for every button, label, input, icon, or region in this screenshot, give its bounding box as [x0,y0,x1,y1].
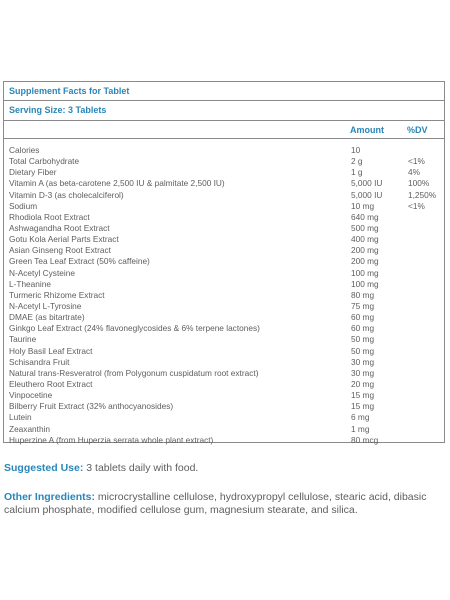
nutrient-name: Vitamin A (as beta-carotene 2,500 IU & palmitate 2,500 IU) [9,178,225,189]
nutrient-name: Dietary Fiber [9,167,57,178]
nutrient-name: N-Acetyl L-Tyrosine [9,300,82,311]
facts-rows [4,145,444,446]
nutrient-amount: 80 mg [351,289,375,300]
nutrient-amount: 200 mg [351,256,379,267]
facts-row [4,167,444,178]
nutrient-amount: 5,000 IU [351,178,383,189]
nutrient-amount: 100 mg [351,267,379,278]
nutrient-amount: 500 mg [351,222,379,233]
nutrient-amount: 1 mg [351,423,370,434]
suggested-use [4,462,444,475]
nutrient-amount: 15 mg [351,390,375,401]
nutrient-amount: 400 mg [351,234,379,245]
divider [4,138,444,139]
facts-row [4,190,444,201]
nutrient-name: Turmeric Rhizome Extract [9,289,105,300]
nutrient-dv: <1% [408,156,425,167]
nutrient-name: Huperzine A (from Huperzia serrata whole plant extract) [9,434,214,445]
nutrient-amount: 100 mg [351,278,379,289]
suggested-use-text: 3 tablets daily with food. [83,462,199,474]
facts-row [4,357,444,368]
nutrient-amount: 60 mg [351,312,375,323]
nutrient-name: Sodium [9,200,38,211]
nutrient-name: Taurine [9,334,37,345]
nutrient-name: Lutein [9,412,32,423]
nutrient-name: Asian Ginseng Root Extract [9,245,111,256]
nutrient-name: Total Carbohydrate [9,156,80,167]
facts-row [4,301,444,312]
nutrient-name: N-Acetyl Cysteine [9,267,75,278]
facts-row [4,145,444,156]
nutrient-dv: 100% [408,178,430,189]
facts-row [4,178,444,189]
nutrient-name: Green Tea Leaf Extract (50% caffeine) [9,256,150,267]
nutrient-name: Natural trans-Resveratrol (from Polygonum cuspidatum root extract) [9,367,259,378]
nutrient-amount: 50 mg [351,334,375,345]
nutrient-amount: 15 mg [351,401,375,412]
nutrient-amount: 75 mg [351,300,375,311]
facts-row [4,390,444,401]
nutrient-amount: 10 mg [351,200,375,211]
facts-row [4,245,444,256]
nutrient-name: Eleuthero Root Extract [9,378,93,389]
nutrient-amount: 640 mg [351,211,379,222]
facts-row [4,368,444,379]
nutrient-amount: 10 [351,145,361,155]
facts-row [4,323,444,334]
nutrient-name: Zeaxanthin [9,423,51,434]
nutrient-name: Calories [9,145,40,155]
divider [4,120,444,121]
facts-row [4,223,444,234]
nutrient-amount: 80 mcg [351,434,379,445]
nutrient-dv: <1% [408,200,425,211]
other-ingredients [4,491,444,516]
facts-row [4,435,444,446]
facts-row [4,290,444,301]
nutrient-amount: 1 g [351,167,363,178]
nutrient-name: L-Theanine [9,278,51,289]
nutrient-name: Holy Basil Leaf Extract [9,345,93,356]
facts-row [4,412,444,423]
facts-row [4,346,444,357]
nutrient-amount: 200 mg [351,245,379,256]
serving-size: Serving Size: 3 Tablets [9,105,107,115]
other-ingredients-label: Other Ingredients: [4,491,96,503]
facts-row [4,156,444,167]
nutrient-dv: 1,250% [408,189,437,200]
nutrient-amount: 2 g [351,156,363,167]
nutrient-name: Gotu Kola Aerial Parts Extract [9,234,119,245]
supplement-facts-panel [3,81,445,443]
nutrient-name: DMAE (as bitartrate) [9,312,85,323]
nutrient-name: Rhodiola Root Extract [9,211,90,222]
facts-row [4,312,444,323]
amount-column-header: Amount [350,125,384,135]
facts-row [4,256,444,267]
nutrient-dv: 4% [408,167,420,178]
facts-row [4,212,444,223]
facts-row [4,268,444,279]
nutrient-amount: 60 mg [351,323,375,334]
dv-column-header: %DV [407,125,428,135]
nutrient-name: Bilberry Fruit Extract (32% anthocyanosides) [9,401,174,412]
nutrient-amount: 20 mg [351,378,375,389]
facts-row [4,424,444,435]
divider [4,100,444,101]
nutrient-amount: 30 mg [351,356,375,367]
facts-row [4,279,444,290]
nutrient-name: Vitamin D-3 (as cholecalciferol) [9,189,124,200]
nutrient-name: Ginkgo Leaf Extract (24% flavoneglycosides & 6% terpene lactones) [9,323,260,334]
facts-row [4,401,444,412]
nutrient-amount: 5,000 IU [351,189,383,200]
nutrient-amount: 30 mg [351,367,375,378]
facts-row [4,201,444,212]
suggested-use-label: Suggested Use: [4,462,84,474]
facts-row [4,334,444,345]
nutrient-amount: 50 mg [351,345,375,356]
facts-row [4,379,444,390]
other-ingredients-text: microcrystalline cellulose, hydroxypropyl cellulose, stearic acid, dibasic calcium phosphate, modified cellulose gum, magnesium stearate, and silica. [4,491,427,516]
nutrient-name: Ashwagandha Root Extract [9,222,110,233]
nutrient-amount: 6 mg [351,412,370,423]
nutrient-name: Schisandra Fruit [9,356,70,367]
facts-title: Supplement Facts for Tablet [9,86,130,96]
nutrient-name: Vinpocetine [9,390,53,401]
facts-row [4,234,444,245]
